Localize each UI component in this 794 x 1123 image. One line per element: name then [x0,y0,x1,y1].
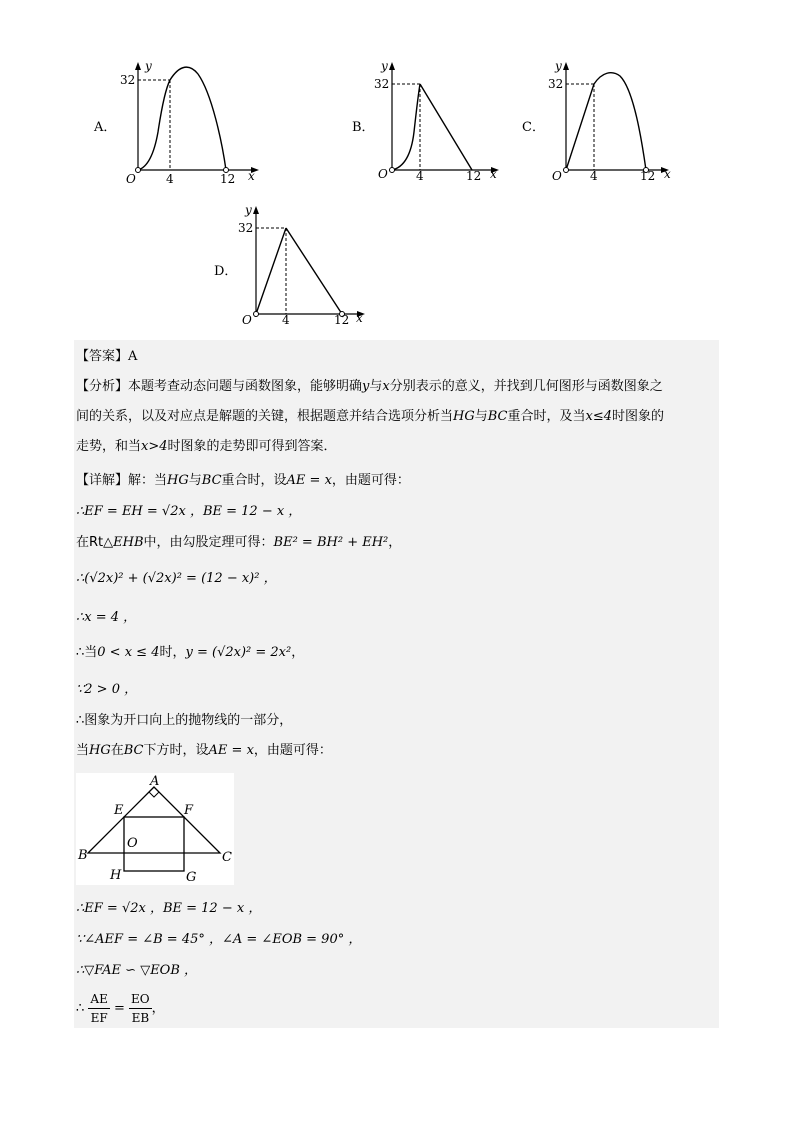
option-b-graph [374,59,518,186]
detail-line-1: 【详解】解：当HG与BC重合时，设AE = x，由题可得： [76,473,410,488]
option-d-label: D． [214,264,238,279]
analysis-line-1: 【分析】本题考查动态问题与函数图象，能够明确y与x分别表示的意义，并找到几何图形与函数图象之 [76,379,663,394]
option-c-graph [548,59,692,186]
svg-text:4: 4 [416,169,424,183]
point-e-label: E [114,803,124,818]
equation-line-2: 在Rt△EHB中，由勾股定理可得：BE² = BH² + EH²， [76,535,402,550]
point-b-label: B [78,848,88,863]
equation-line-7: ∴图象为开口向上的抛物线的一部分， [76,713,293,728]
answer-value: A [128,349,138,364]
option-d-graph [238,203,382,330]
geometry-figure [76,773,234,885]
analysis-line-3: 走势，和当x>4时图象的走势即可得到答案． [76,439,337,454]
point-h-label: H [110,868,122,883]
equation-line-8: 当HG在BC下方时，设AE = x，由题可得： [76,743,332,758]
svg-text:12: 12 [334,313,350,327]
option-c-label: C． [522,120,545,135]
svg-text:12: 12 [640,169,656,183]
svg-text:y: y [381,59,388,73]
option-b-label: B． [352,120,375,135]
fraction-ae-ef: $\frac{AE}{EF}$ [90,992,108,1025]
equation-line-1: ∴EF = EH = √2x ，BE = 12 − x ， [76,504,302,519]
x-tick-4: 4 [166,172,174,186]
fraction-eo-eb: $\frac{EO}{EB}$ [131,992,150,1025]
svg-text:32: 32 [374,77,390,91]
x-tick-12: 12 [220,172,236,186]
svg-text:O: O [242,313,252,327]
point-g-label: G [186,870,197,885]
equation-line-5: ∴当0 < x ≤ 4时，y = (√2x)² = 2x²， [76,645,305,660]
svg-text:4: 4 [282,313,290,327]
point-f-label: F [184,803,194,818]
option-a-label: A． [94,120,117,135]
svg-text:O: O [378,167,388,181]
point-o-label: O [127,836,138,851]
y-tick-32: 32 [120,73,136,87]
x-axis-label: x [248,169,255,183]
svg-text:32: 32 [238,221,254,235]
equation-line-6: ∵2 > 0 ， [76,682,138,697]
svg-text:O: O [552,169,562,183]
equation-line-3: ∴(√2x)² + (√2x)² = (12 − x)² ， [76,571,277,586]
svg-text:4: 4 [590,169,598,183]
equation-line-9: ∴EF = √2x ，BE = 12 − x ， [76,901,262,916]
svg-text:y: y [245,203,252,217]
y-axis-label: y [145,59,152,73]
option-a-graph [120,59,264,186]
analysis-line-2: 间的关系，以及对应点是解题的关键，根据题意并结合选项分析当HG与BC重合时，及当x≤4时图象的 [76,409,665,424]
svg-text:x: x [664,167,671,181]
equation-line-4: ∴x = 4 ， [76,610,137,625]
svg-text:32: 32 [548,77,564,91]
svg-text:12: 12 [466,169,482,183]
origin-label: O [126,172,136,186]
svg-text:y: y [555,59,562,73]
equation-line-12: ∴ $\frac{AE}{EF}$ = $\frac{EO}{EB}$ ， [76,992,165,1025]
svg-text:x: x [356,311,363,325]
svg-text:x: x [490,167,497,181]
answer-line: 【答案】A [76,349,138,364]
point-a-label: A [150,774,160,789]
equation-line-10: ∵∠AEF = ∠B = 45° ，∠A = ∠EOB = 90° ， [76,932,362,947]
point-c-label: C [222,850,232,865]
equation-line-11: ∴▽FAE ∽ ▽EOB ， [76,963,198,978]
